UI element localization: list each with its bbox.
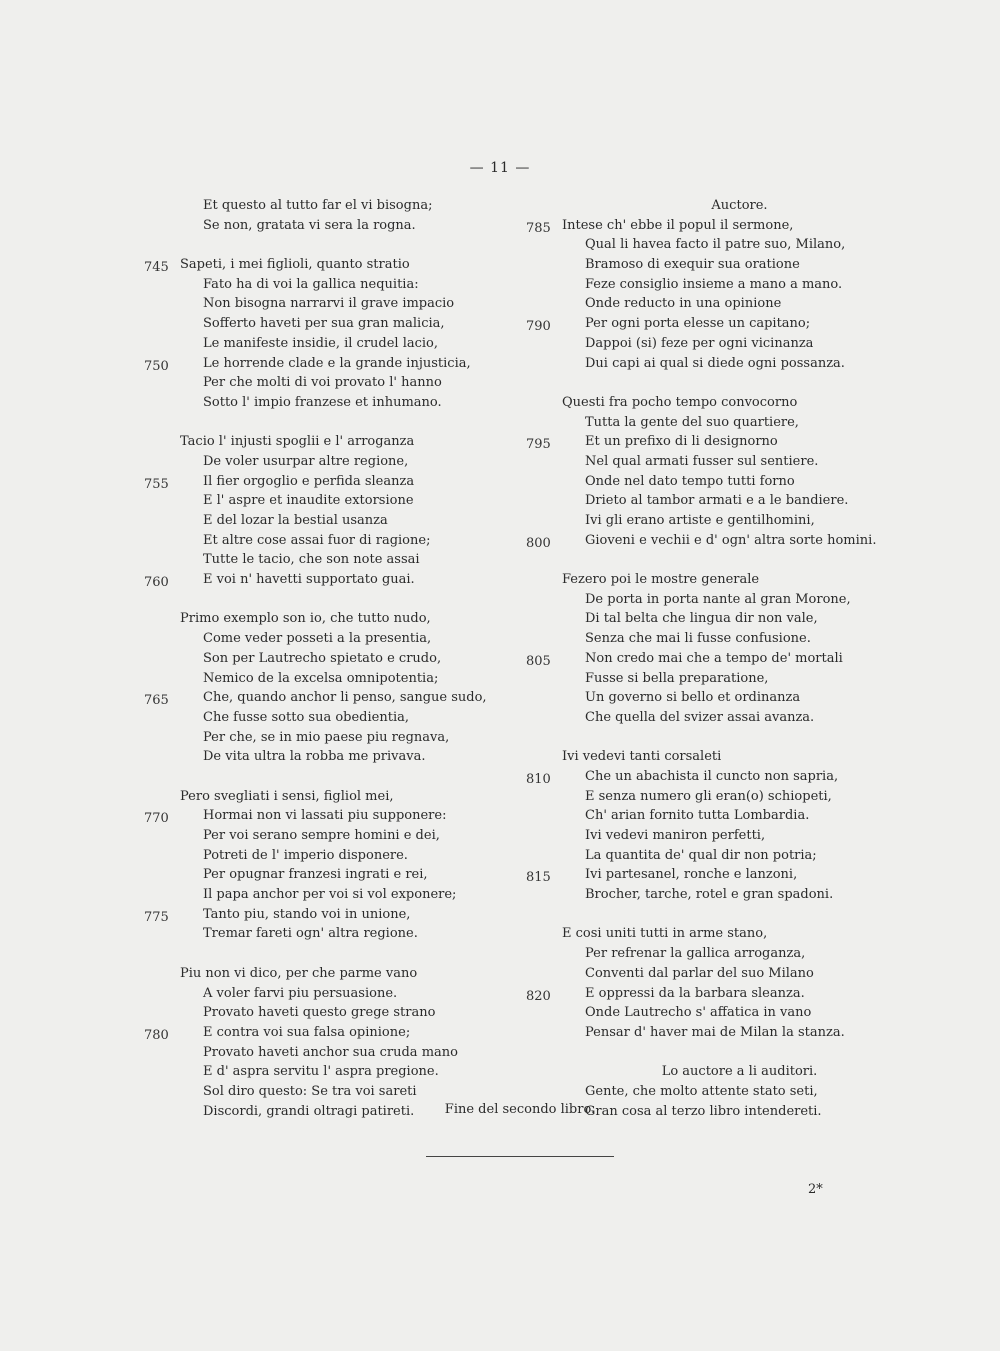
verse-line [180,826,540,846]
verse-text: A voler farvi piu persuasione. [203,985,398,1001]
verse-text: Potreti de l' imperio disponere. [203,847,408,863]
section-heading: Auctore. [711,198,768,213]
verse-line [526,432,922,453]
line-number: 810 [526,771,551,787]
verse-text: Nemico de la excelsa omnipotentia; [203,670,439,686]
verse-text: Come veder posseti a la presentia, [203,631,432,647]
verse-line [562,846,922,866]
verse-line [180,865,540,885]
verse-text: Piu non vi dico, per che parme vano [180,965,418,981]
line-number: 805 [526,653,551,669]
verse-text: Il fier orgoglio e perfida sleanza [203,473,415,489]
verse-text: E cosi uniti tutti in arme stano, [562,926,768,942]
verse-line [180,334,540,354]
line-number: 815 [526,870,551,886]
verse-text: Ivi gli erano artiste e gentilhomini, [585,513,815,528]
verse-text: Sol diro questo: Se tra voi sareti [203,1083,417,1099]
verse-line [562,924,922,944]
line-number: 790 [526,319,551,335]
verse-line [562,570,922,590]
verse-line [180,393,540,413]
verse-line [180,787,540,807]
verse-text: Per refrenar la gallica arroganza, [585,946,806,962]
signature-mark: 2* [808,1182,823,1197]
verse-text: Et questo al tutto far el vi bisogna; [203,198,433,213]
verse-text: Tremar fareti ogn' altra regione. [203,926,418,942]
verse-text: Qual li havea facto il patre suo, Milano, [585,237,846,253]
verse-text: Per che, se in mio paese piu regnava, [203,729,450,745]
verse-line [180,649,540,669]
verse-text: Nel qual armati fusser sul sentiere. [585,453,819,469]
verse-text: Le manifeste insidie, il crudel lacio, [203,335,439,351]
stanza-gap [180,590,540,610]
stanza-gap [180,413,540,433]
verse-text: Un governo si bello et ordinanza [585,690,801,706]
verse-text: E oppressi da la barbara sleanza. [585,985,805,1001]
verse-text: Onde nel dato tempo tutti forno [585,473,795,489]
verse-line [180,432,540,452]
verse-line [180,196,540,216]
verse-line [526,649,922,669]
verse-text: Conventi dal parlar del suo Milano [585,965,814,981]
section-heading: Lo auctore a li auditori. [661,1064,818,1080]
verse-line [562,806,922,826]
stanza-gap [562,550,922,570]
verse-line [144,905,540,925]
verse-text: Primo exemplo son io, che tutto nudo, [180,611,431,627]
verse-line [562,826,922,846]
right-column [526,196,922,1121]
verse-line [144,255,540,276]
verse-text: Senza che mai li fusse confusione. [585,631,811,647]
line-number: 765 [144,693,169,709]
verse-line [562,393,922,413]
verse-line [562,964,922,984]
verse-line [180,452,540,472]
verse-text: E d' aspra servitu l' aspra pregione. [203,1064,439,1080]
verse-line [180,491,540,511]
verse-text: Gioveni e vechii e d' ogn' altra sorte homini. [585,532,877,548]
line-number: 785 [526,220,551,236]
verse-text: La quantita de' qual dir non potria; [585,847,817,863]
verse-text: Ch' arian fornito tutta Lombardia. [585,808,810,824]
line-number: 745 [144,260,169,276]
verse-text: Onde Lautrecho s' affatica in vano [585,1005,812,1021]
stanza-gap [562,1043,922,1063]
line-number: 775 [144,909,169,925]
verse-text: Feze consiglio insieme a mano a mano. [585,276,843,292]
verse-line [180,275,540,295]
verse-line [180,669,540,689]
verse-line [562,294,922,314]
verse-text: Non bisogna narrarvi il grave impacio [203,296,455,312]
verse-line [144,1023,540,1043]
verse-text: Hormai non vi lassati piu supponere: [203,808,447,824]
verse-line [526,865,922,886]
verse-text: E senza numero gli eran(o) schiopeti, [585,788,832,804]
verse-line [562,452,922,472]
verse-text: Per che molti di voi provato l' hanno [203,375,442,391]
line-number: 755 [144,476,169,492]
verse-text: Non credo mai che a tempo de' mortali [585,650,843,666]
stanza-gap [180,767,540,787]
stanza-gap [562,373,922,393]
verse-line [562,787,922,807]
verse-text: E del lozar la bestial usanza [203,513,388,528]
verse-line [562,491,922,511]
verse-text: Discordi, grandi oltragi patireti. [203,1103,415,1119]
verse-text: Che un abachista il cuncto non sapria, [585,768,839,784]
line-number: 780 [144,1027,169,1043]
verse-line [180,1062,540,1082]
verse-line [562,472,922,492]
verse-text: Pero svegliati i sensi, figliol mei, [180,788,394,804]
verse-text: Son per Lautrecho spietato e crudo, [203,650,442,666]
verse-line [180,728,540,748]
verse-line [144,472,540,492]
verse-line [562,1003,922,1023]
verse-line [144,354,540,374]
verse-text: Che, quando anchor li penso, sangue sudo, [203,690,487,706]
verse-line [180,314,540,334]
verse-text: Dappoi (si) feze per ogni vicinanza [585,335,814,351]
verse-line [180,373,540,393]
verse-text: Questi fra pocho tempo convocorno [562,394,798,410]
verse-line [180,964,540,984]
verse-line [180,1082,540,1102]
page-header: — 11 — [469,160,531,176]
verse-line [526,767,922,787]
line-number: 800 [526,535,551,551]
verse-text: Per voi serano sempre homini e dei, [203,828,440,843]
verse-text: Tacio l' injusti spoglii e l' arroganza [180,434,415,450]
verse-line [562,1082,922,1102]
stanza-gap [180,944,540,964]
stanza-gap [180,235,540,255]
verse-line [180,216,540,236]
verse-line [180,531,540,551]
verse-text: Che fusse sotto sua obedientia, [203,709,409,725]
verse-text: Et altre cose assai fuor di ragione; [203,532,431,548]
verse-line [562,747,922,767]
verse-text: Pensar d' haver mai de Milan la stanza. [585,1024,845,1040]
verse-text: Per opugnar franzesi ingrati e rei, [203,867,428,883]
line-number: 760 [144,575,169,591]
verse-line [144,570,540,591]
verse-text: Fezero poi le mostre generale [562,572,760,588]
verse-text: Dui capi ai qual si diede ogni possanza. [585,355,845,371]
verse-text: Gran cosa al terzo libro intendereti. [585,1103,822,1119]
verse-line [180,708,540,728]
verse-text: Sapeti, i mei figlioli, quanto stratio [180,257,410,273]
verse-line [180,885,540,905]
verse-text: De vita ultra la robba me privava. [203,749,426,765]
verse-line [562,708,922,728]
end-of-book-text: Fine del secondo libro. [444,1102,596,1117]
verse-text: Intese ch' ebbe il popul il sermone, [562,217,794,233]
verse-line [562,413,922,433]
verse-text: Tutte le tacio, che son note assai [203,552,420,568]
verse-line [562,629,922,649]
verse-text: Provato haveti questo grege strano [203,1005,436,1021]
verse-line [180,1003,540,1023]
verse-text: Bramoso di exequir sua oratione [585,257,800,273]
verse-text: Ivi partesanel, ronche e lanzoni, [585,867,798,883]
line-number: 795 [526,437,551,453]
verse-line [562,885,922,905]
verse-text: Che quella del svizer assai avanza. [585,709,815,725]
verse-text: Ivi vedevi tanti corsaleti [562,749,722,765]
verse-line [180,609,540,629]
verse-text: Ivi vedevi maniron perfetti, [585,828,766,843]
verse-text: E contra voi sua falsa opinione; [203,1024,411,1040]
verse-text: De voler usurpar altre regione, [203,453,409,469]
verse-line [562,669,922,689]
verse-line [180,846,540,866]
verse-text: Gente, che molto attente stato seti, [585,1083,818,1099]
verse-text: E voi n' havetti supportato guai. [203,572,415,588]
verse-text: Il papa anchor per voi si vol exponere; [203,887,457,903]
verse-text: Et un prefixo di li designorno [585,434,778,450]
line-number: 750 [144,358,169,374]
verse-text: Le horrende clade e la grande injusticia, [203,355,471,371]
verse-line [144,806,540,827]
verse-text: Drieto al tambor armati e a le bandiere. [585,493,849,509]
verse-line [562,255,922,275]
verse-text: Onde reducto in una opinione [585,296,782,312]
verse-line [562,235,922,255]
left-column [144,196,540,1121]
verse-line [562,1023,922,1043]
footer-rule [426,1156,614,1157]
verse-text: Provato haveti anchor sua cruda mano [203,1044,458,1060]
verse-line [562,944,922,964]
verse-text: Se non, gratata vi sera la rogna. [203,217,416,233]
verse-line [562,275,922,295]
verse-line [180,1043,540,1063]
verse-text: De porta in porta nante al gran Morone, [585,591,851,607]
verse-line [526,984,922,1004]
verse-text: E l' aspre et inaudite extorsione [203,493,414,509]
verse-text: Brocher, tarche, rotel e gran spadoni. [585,887,834,903]
verse-text: Sofferto haveti per sua gran malicia, [203,316,445,332]
verse-line [180,629,540,649]
verse-line [562,688,922,708]
verse-text: Tutta la gente del suo quartiere, [585,414,799,430]
verse-line [562,590,922,610]
line-number: 770 [144,811,169,827]
verse-line [526,216,922,236]
verse-line [526,314,922,335]
verse-line [180,984,540,1004]
verse-text: Fusse si bella preparatione, [585,670,769,686]
verse-line [562,354,922,374]
verse-line [180,924,540,944]
verse-line [180,294,540,314]
verse-line [180,747,540,767]
verse-line [562,334,922,354]
stanza-gap [562,905,922,925]
verse-line [562,609,922,629]
verse-text: Sotto l' impio franzese et inhumano. [203,394,442,410]
verse-text: Per ogni porta elesse un capitano; [585,316,811,332]
line-number: 820 [526,988,551,1004]
verse-line [144,688,540,709]
verse-line [526,531,922,551]
verse-line [180,511,540,531]
verse-text: Di tal belta che lingua dir non vale, [585,611,818,627]
stanza-gap [562,728,922,748]
verse-text: Tanto piu, stando voi in unione, [203,906,411,922]
verse-line [180,550,540,570]
verse-text: Fato ha di voi la gallica nequitia: [203,276,419,292]
verse-line [562,511,922,531]
